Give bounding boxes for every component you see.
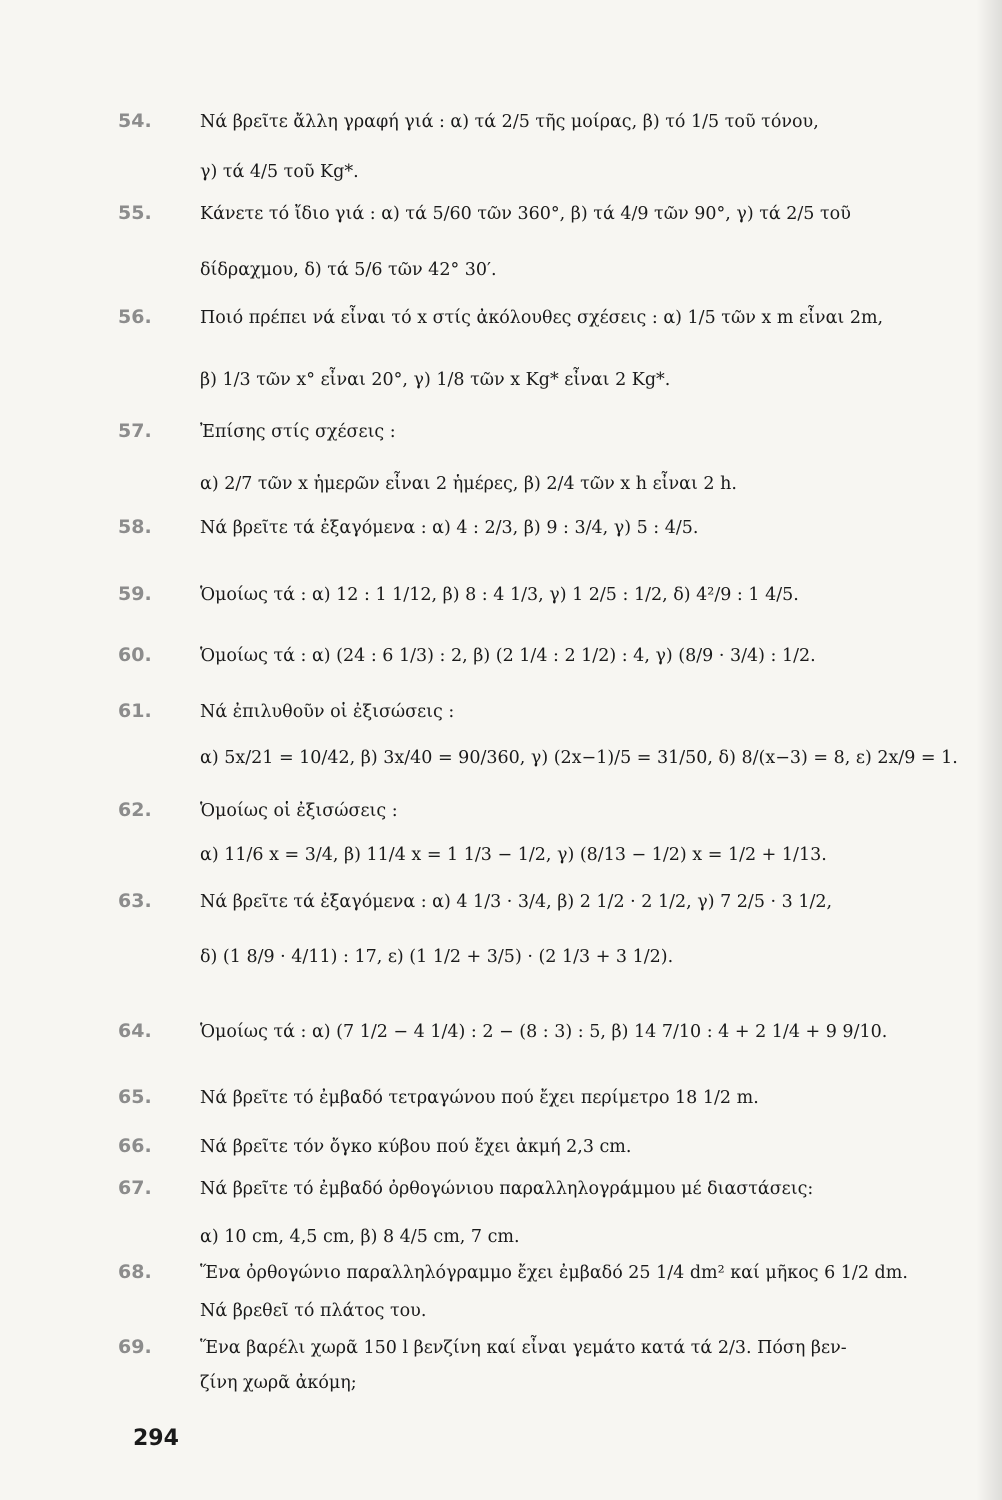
exercise-line: β) 1/3 τῶν x° εἶναι 20°, γ) 1/8 τῶν x Kg* εἶναι 2 Kg*. bbox=[200, 370, 671, 390]
exercise-line: α) 10 cm, 4,5 cm, β) 8 4/5 cm, 7 cm. bbox=[200, 1227, 520, 1247]
exercise-line: γ) τά 4/5 τοῦ Kg*. bbox=[200, 162, 359, 182]
exercise-line: Ὁμοίως τά : α) (7 1/2 − 4 1/4) : 2 − (8 : 3) : 5, β) 14 7/10 : 4 + 2 1/4 + 9 9/10. bbox=[200, 1022, 888, 1042]
exercise-number: 60. bbox=[118, 644, 152, 666]
exercise-number: 54. bbox=[118, 110, 152, 132]
exercise-line: Νά βρεῖτε τόν ὄγκο κύβου πού ἔχει ἀκμή 2,3 cm. bbox=[200, 1137, 632, 1157]
exercise-number: 61. bbox=[118, 700, 152, 722]
exercise-number: 68. bbox=[118, 1261, 152, 1283]
exercise-line: Νά βρεῖτε τό ἐμβαδό τετραγώνου πού ἔχει περίμετρο 18 1/2 m. bbox=[200, 1088, 759, 1108]
exercise-line: Νά βρεῖτε ἄλλη γραφή γιά : α) τά 2/5 τῆς μοίρας, β) τό 1/5 τοῦ τόνου, bbox=[200, 112, 819, 132]
exercise-number: 65. bbox=[118, 1086, 152, 1108]
exercise-line: Νά ἐπιλυθοῦν οἱ ἐξισώσεις : bbox=[200, 702, 455, 722]
exercise-line: Νά βρεῖτε τά ἐξαγόμενα : α) 4 1/3 · 3/4, β) 2 1/2 · 2 1/2, γ) 7 2/5 · 3 1/2, bbox=[200, 892, 833, 912]
exercise-number: 67. bbox=[118, 1177, 152, 1199]
exercise-number: 62. bbox=[118, 799, 152, 821]
exercise-line: Κάνετε τό ἴδιο γιά : α) τά 5/60 τῶν 360°, β) τά 4/9 τῶν 90°, γ) τά 2/5 τοῦ bbox=[200, 204, 851, 224]
exercise-number: 56. bbox=[118, 306, 152, 328]
exercise-number: 57. bbox=[118, 420, 152, 442]
page-edge-shadow bbox=[976, 0, 1002, 1500]
exercise-number: 59. bbox=[118, 583, 152, 605]
exercise-line: Ὁμοίως τά : α) 12 : 1 1/12, β) 8 : 4 1/3, γ) 1 2/5 : 1/2, δ) 4²/9 : 1 4/5. bbox=[200, 585, 799, 605]
exercise-line: Νά βρεῖτε τά ἐξαγόμενα : α) 4 : 2/3, β) 9 : 3/4, γ) 5 : 4/5. bbox=[200, 518, 699, 538]
exercise-line: ζίνη χωρᾶ ἀκόμη; bbox=[200, 1373, 357, 1393]
exercise-line: Νά βρεῖτε τό ἐμβαδό ὀρθογώνιου παραλληλογράμμου μέ διαστάσεις: bbox=[200, 1179, 814, 1199]
exercise-number: 58. bbox=[118, 516, 152, 538]
exercise-number: 66. bbox=[118, 1135, 152, 1157]
exercise-number: 69. bbox=[118, 1336, 152, 1358]
exercise-line: Ἕνα ὀρθογώνιο παραλληλόγραμμο ἔχει ἐμβαδό 25 1/4 dm² καί μῆκος 6 1/2 dm. bbox=[200, 1263, 908, 1283]
exercise-line: δ) (1 8/9 · 4/11) : 17, ε) (1 1/2 + 3/5) · (2 1/3 + 3 1/2). bbox=[200, 947, 674, 967]
exercise-number: 64. bbox=[118, 1020, 152, 1042]
exercise-line: δίδραχμου, δ) τά 5/6 τῶν 42° 30′. bbox=[200, 260, 497, 280]
exercise-line: Ἕνα βαρέλι χωρᾶ 150 l βενζίνη καί εἶναι γεμάτο κατά τά 2/3. Πόση βεν- bbox=[200, 1338, 847, 1358]
exercise-line: α) 2/7 τῶν x ἡμερῶν εἶναι 2 ἡμέρες, β) 2/4 τῶν x h εἶναι 2 h. bbox=[200, 474, 737, 494]
exercise-number: 55. bbox=[118, 202, 152, 224]
exercise-line: Ἐπίσης στίς σχέσεις : bbox=[200, 422, 396, 442]
exercise-number: 63. bbox=[118, 890, 152, 912]
exercise-line: Ποιό πρέπει νά εἶναι τό x στίς ἀκόλουθες σχέσεις : α) 1/5 τῶν x m εἶναι 2m, bbox=[200, 308, 884, 328]
exercise-line: Νά βρεθεῖ τό πλάτος του. bbox=[200, 1301, 427, 1321]
exercise-line: Ὁμοίως οἱ ἐξισώσεις : bbox=[200, 801, 398, 821]
exercise-line: α) 5x/21 = 10/42, β) 3x/40 = 90/360, γ) (2x−1)/5 = 31/50, δ) 8/(x−3) = 8, ε) 2x/9 = 1. bbox=[200, 748, 958, 768]
page-number: 294 bbox=[133, 1426, 179, 1451]
exercise-line: Ὁμοίως τά : α) (24 : 6 1/3) : 2, β) (2 1/4 : 2 1/2) : 4, γ) (8/9 · 3/4) : 1/2. bbox=[200, 646, 816, 666]
exercise-line: α) 11/6 x = 3/4, β) 11/4 x = 1 1/3 − 1/2, γ) (8/13 − 1/2) x = 1/2 + 1/13. bbox=[200, 845, 827, 865]
